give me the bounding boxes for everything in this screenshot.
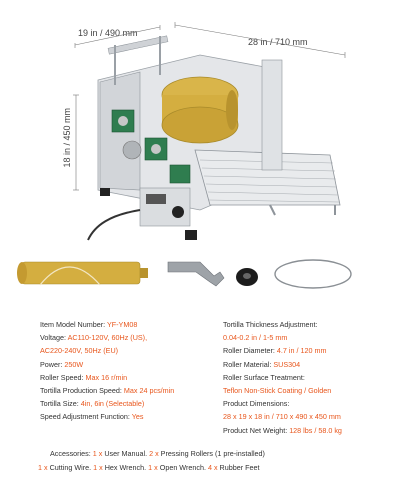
spec-row: Tortilla Thickness Adjustment:	[223, 320, 318, 329]
cutting-wire	[275, 260, 351, 288]
spec-row: Product Dimensions:	[223, 399, 290, 409]
spec-row: Speed Adjustment Function: Yes	[40, 412, 144, 422]
height-dimension-label: 18 in / 450 mm	[62, 108, 72, 168]
power-cord	[88, 210, 140, 240]
spec-row: Power: 250W	[40, 359, 84, 369]
golden-rollers	[162, 77, 238, 143]
spec-row: Item Model Number: YF-YM08	[40, 320, 138, 329]
spec-row: Roller Speed: Max 16 r/min	[40, 372, 128, 382]
depth-dimension-label: 19 in / 490 mm	[78, 28, 138, 38]
accessories-line-2: 1 x Cutting Wire. 1 x Hex Wrench. 1 x Open Wrench. 4 x Rubber Feet	[38, 463, 260, 472]
spec-row: Tortilla Production Speed: Max 24 pcs/min	[40, 386, 175, 396]
accessories-line-1: Accessories: 1 x User Manual. 2 x Pressing Rollers (1 pre-installed)	[50, 449, 265, 458]
rubber-foot	[236, 268, 258, 286]
spec-row: Roller Surface Treatment:	[223, 372, 305, 382]
spec-row: Roller Diameter: 4.7 in / 120 mm	[223, 346, 327, 356]
spec-row: 28 x 19 x 18 in / 710 x 490 x 450 mm	[223, 412, 341, 422]
spec-row: Roller Material: SUS304	[223, 359, 301, 369]
open-wrench	[168, 262, 224, 286]
spec-row: Product Net Weight: 128 lbs / 58.0 kg	[223, 425, 342, 435]
spec-row: Teflon Non-Stick Coating / Golden	[223, 386, 332, 396]
spec-row: 0.04-0.2 in / 1-5 mm	[223, 333, 288, 343]
accessories-list	[38, 447, 398, 475]
side-panel	[262, 60, 282, 170]
spec-row: Tortilla Size: 4in, 6in (Selectable)	[40, 399, 145, 409]
spec-row: Voltage: AC110-120V, 60Hz (US),	[40, 333, 148, 343]
spare-roller	[17, 262, 148, 285]
control-box	[140, 188, 190, 226]
specs-left-column	[40, 318, 220, 424]
accessories-label: Accessories:	[50, 449, 93, 458]
width-dimension-label: 28 in / 710 mm	[248, 37, 308, 47]
spec-row: AC220-240V, 50Hz (EU)	[40, 346, 119, 356]
specs-right-column	[223, 318, 403, 437]
